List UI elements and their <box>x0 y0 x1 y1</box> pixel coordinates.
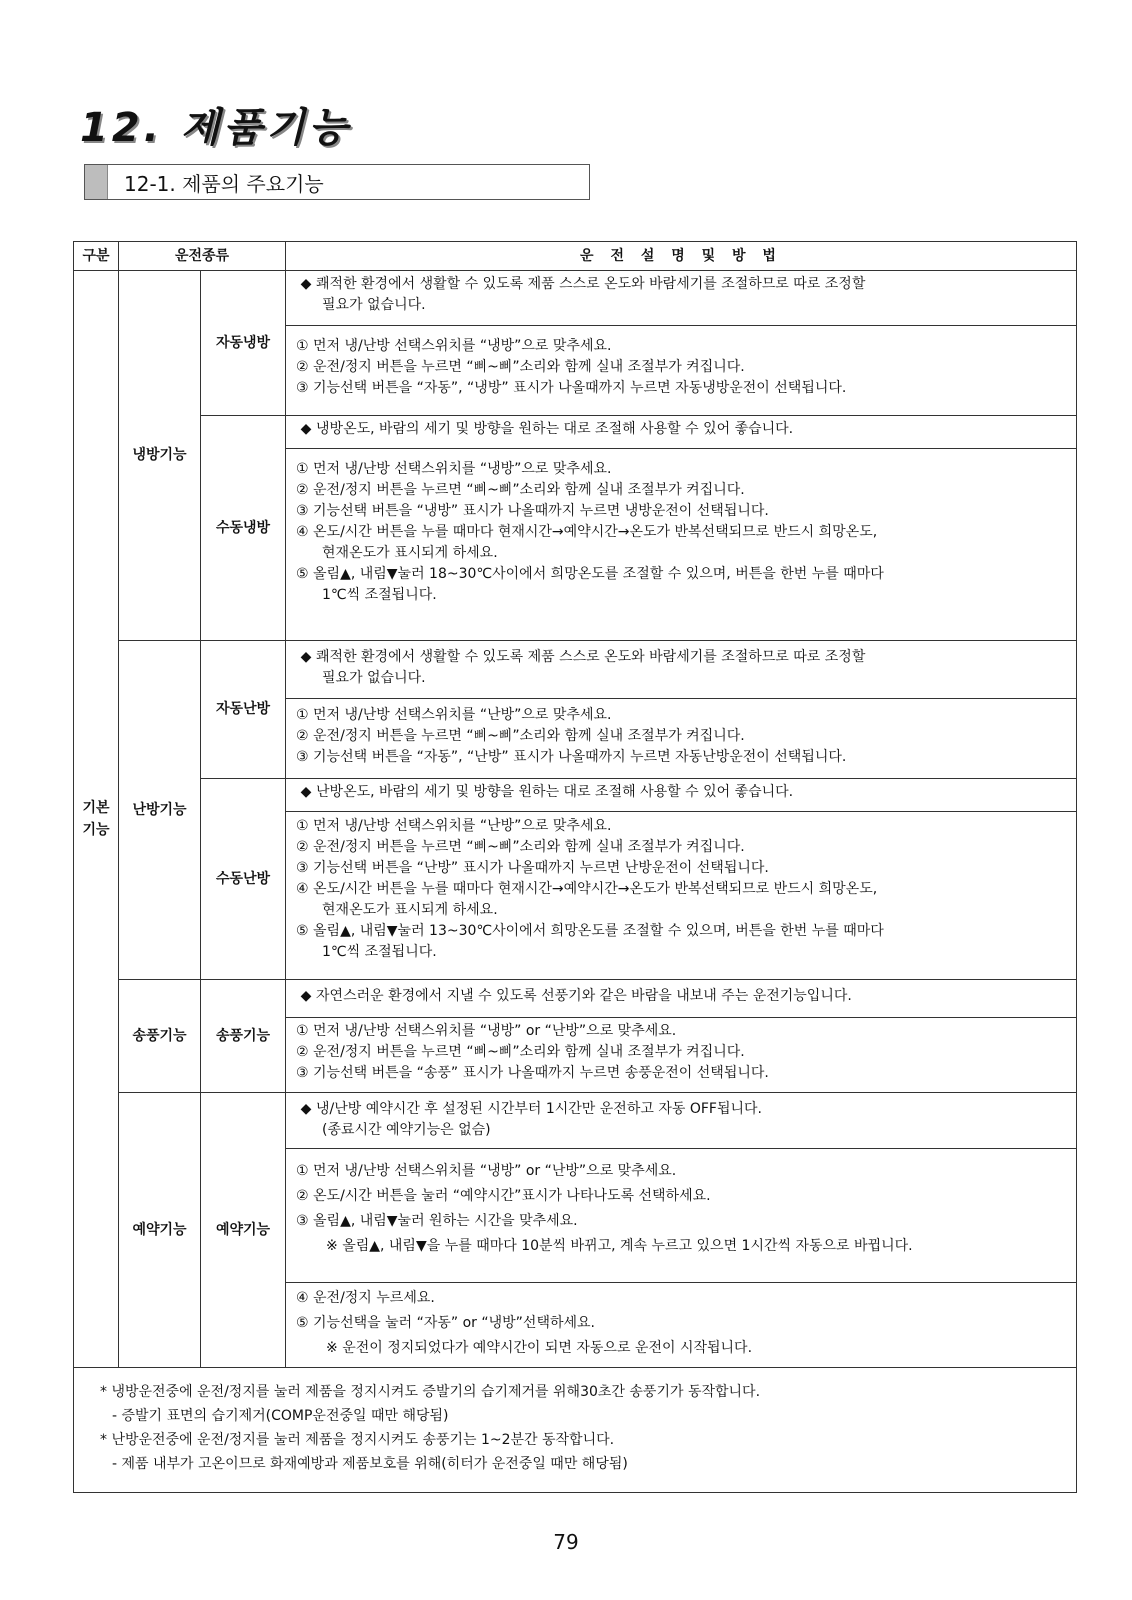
chapter-title: 12. 제품기능 <box>80 105 352 151</box>
reservation-steps: ① 먼저 냉/난방 선택스위치를 “냉방” or “난방”으로 맞추세요. ② 온도/시간 버튼을 눌러 “예약시간”표시가 나타나도록 선택하세요. ③ 올림▲, 내림▼눌러 원하는 시간을 맞추세요. ※ 올림▲, 내림▼을 누를 때마다 10분씩 바뀌고, 계속 누르고 있으면 1시간씩 자동으로 바뀝니다. <box>286 1149 1077 1283</box>
header-category: 구분 <box>74 242 119 271</box>
sub-manual-heating: 수동난방 <box>201 779 286 980</box>
diamond-bullet-icon: ◆ <box>300 1101 312 1117</box>
auto-cooling-steps: ① 먼저 냉/난방 선택스위치를 “냉방”으로 맞추세요. ② 운전/정지 버튼을 누르면 “삐~삐”소리와 함께 실내 조절부가 켜집니다. ③ 기능선택 버튼을 “자동”, “냉방” 표시가 나올때까지 누르면 자동냉방운전이 선택됩니다. <box>286 326 1077 416</box>
table-row <box>74 271 1077 326</box>
diamond-bullet-icon: ◆ <box>300 988 312 1004</box>
reservation-steps-continued: ④ 운전/정지 누르세요. ⑤ 기능선택을 눌러 “자동” or “냉방”선택하세요. ※ 운전이 정지되었다가 예약시간이 되면 자동으로 운전이 시작됩니다. <box>286 1283 1077 1368</box>
sub-fan: 송풍기능 <box>201 980 286 1093</box>
section-title-bar <box>85 165 108 199</box>
table-row <box>74 980 1077 1018</box>
footnotes-cell <box>74 1368 1077 1493</box>
manual-cooling-note: ◆ 냉방온도, 바람의 세기 및 방향을 원하는 대로 조절해 사용할 수 있어 좋습니다. <box>286 416 1077 449</box>
table-header-row <box>74 242 1077 271</box>
product-functions-table <box>73 241 1077 1493</box>
mode-fan: 송풍기능 <box>119 980 201 1093</box>
footnote: * 난방운전중에 운전/정지를 눌러 제품을 정지시켜도 송풍기는 1~2분간 동작합니다. <box>100 1432 615 1448</box>
reservation-note: ◆ 냉/난방 예약시간 후 설정된 시간부터 1시간만 운전하고 자동 OFF됩니다. (종료시간 예약기능은 없슴) <box>286 1093 1077 1149</box>
diamond-bullet-icon: ◆ <box>300 784 312 800</box>
table-row <box>74 641 1077 699</box>
manual-heating-steps: ① 먼저 냉/난방 선택스위치를 “난방”으로 맞추세요. ② 운전/정지 버튼을 누르면 “삐~삐”소리와 함께 실내 조절부가 켜집니다. ③ 기능선택 버튼을 “난방” 표시가 나올때까지 누르면 난방운전이 선택됩니다. ④ 온도/시간 버튼을 누를 때마다 현재시간→예약시간→온도가 반복선택되므로 반드시 희망온도, 현재온도가 표시되게 하세요. ⑤ 올림▲, 내림▼눌러 13~30℃사이에서 희망온도를 조절할 수 있으며, 버튼을 한번 누를 때마다 1℃씩 조절됩니다. <box>286 812 1077 980</box>
diamond-bullet-icon: ◆ <box>300 649 312 665</box>
header-description: 운 전 설 명 및 방 법 <box>286 242 1077 271</box>
fan-note: ◆ 자연스러운 환경에서 지낼 수 있도록 선풍기와 같은 바람을 내보내 주는 운전기능입니다. <box>286 980 1077 1018</box>
sub-manual-cooling: 수동냉방 <box>201 416 286 641</box>
sub-reservation: 예약기능 <box>201 1093 286 1368</box>
diamond-bullet-icon: ◆ <box>300 276 312 292</box>
mode-cooling: 냉방기능 <box>119 271 201 641</box>
sub-auto-cooling: 자동냉방 <box>201 271 286 416</box>
mode-heating: 난방기능 <box>119 641 201 980</box>
table-row <box>74 416 1077 449</box>
table-row <box>74 1368 1077 1493</box>
auto-heating-steps: ① 먼저 냉/난방 선택스위치를 “난방”으로 맞추세요. ② 운전/정지 버튼을 누르면 “삐~삐”소리와 함께 실내 조절부가 켜집니다. ③ 기능선택 버튼을 “자동”, “난방” 표시가 나올때까지 누르면 자동난방운전이 선택됩니다. <box>286 699 1077 779</box>
footnote: * 냉방운전중에 운전/정지를 눌러 제품을 정지시켜도 증발기의 습기제거를 위해30초간 송풍기가 동작합니다. <box>100 1384 761 1400</box>
page-number: 79 <box>553 1530 579 1554</box>
table-row <box>74 1093 1077 1149</box>
auto-cooling-note: ◆ 쾌적한 환경에서 생활할 수 있도록 제품 스스로 온도와 바람세기를 조절하므로 따로 조정할 필요가 없습니다. <box>286 271 1077 326</box>
diamond-bullet-icon: ◆ <box>300 421 312 437</box>
footnote: - 증발기 표면의 습기제거(COMP운전중일 때만 해당됨) <box>112 1408 449 1424</box>
category-cell <box>74 271 119 1368</box>
manual-cooling-steps: ① 먼저 냉/난방 선택스위치를 “냉방”으로 맞추세요. ② 운전/정지 버튼을 누르면 “삐~삐”소리와 함께 실내 조절부가 켜집니다. ③ 기능선택 버튼을 “냉방” 표시가 나올때까지 누르면 냉방운전이 선택됩니다. ④ 온도/시간 버튼을 누를 때마다 현재시간→예약시간→온도가 반복선택되므로 반드시 희망온도, 현재온도가 표시되게 하세요. ⑤ 올림▲, 내림▼눌러 18~30℃사이에서 희망온도를 조절할 수 있으며, 버튼을 한번 누를 때마다 1℃씩 조절됩니다. <box>286 449 1077 641</box>
sub-auto-heating: 자동난방 <box>201 641 286 779</box>
mode-reservation: 예약기능 <box>119 1093 201 1368</box>
category-label: 기본 기능 <box>82 800 110 838</box>
footnote: - 제품 내부가 고온이므로 화재예방과 제품보호를 위해(히터가 운전중일 때만 해당됨) <box>112 1456 628 1472</box>
section-title: 12-1. 제품의 주요기능 <box>124 171 324 196</box>
auto-heating-note: ◆ 쾌적한 환경에서 생활할 수 있도록 제품 스스로 온도와 바람세기를 조절하므로 따로 조정할 필요가 없습니다. <box>286 641 1077 699</box>
table-row <box>74 779 1077 812</box>
header-operation-type: 운전종류 <box>119 242 286 271</box>
section-title-box <box>84 164 590 200</box>
manual-heating-note: ◆ 난방온도, 바람의 세기 및 방향을 원하는 대로 조절해 사용할 수 있어 좋습니다. <box>286 779 1077 812</box>
fan-steps: ① 먼저 냉/난방 선택스위치를 “냉방” or “난방”으로 맞추세요. ② 운전/정지 버튼을 누르면 “삐~삐”소리와 함께 실내 조절부가 켜집니다. ③ 기능선택 버튼을 “송풍” 표시가 나올때까지 누르면 송풍운전이 선택됩니다. <box>286 1018 1077 1093</box>
